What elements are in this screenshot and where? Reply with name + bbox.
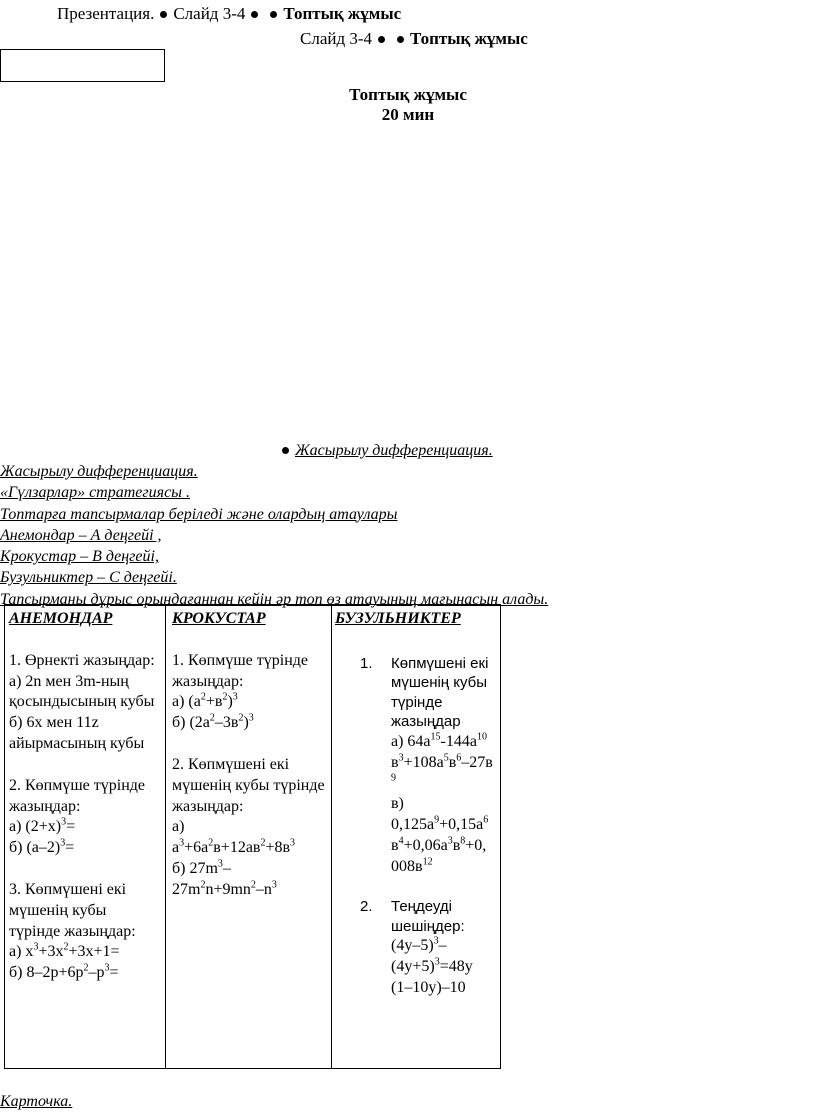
- task-title: 2. Көпмүше түрінде жазыңдар:: [9, 776, 146, 815]
- task-title: Көпмүшені екі мүшенің кубы түрінде жазыңдар: [391, 654, 489, 731]
- task-item: $(4у-5)^3-(4у+5)^3=48у$: [391, 936, 473, 976]
- task-item: а) 2n мен 3m-ның қосындысының кубы: [9, 672, 155, 711]
- task-item: а) $х^3+3х^2+3х+1=$: [9, 942, 120, 961]
- footer-card-label: Карточка.: [0, 1093, 73, 1110]
- header-title: Топтық жұмыс: [283, 4, 402, 23]
- task-item: б) $8-2р+6р^2-р^3=$: [9, 962, 119, 982]
- center-title-line-1: Топтық жұмыс: [349, 85, 467, 104]
- task-item-label: а): [172, 818, 185, 836]
- task-number: 2.: [360, 898, 373, 916]
- bullet-icon: [378, 36, 385, 43]
- slide-placeholder-box: [0, 49, 165, 82]
- task-number: 1.: [360, 654, 373, 672]
- intro-block: [0, 461, 548, 610]
- numbered-task-1: [335, 654, 496, 878]
- header-line-2: [300, 29, 528, 49]
- task-item: (1–10у)–10: [391, 978, 466, 996]
- task-item: $0,125а^9+0,15а^6в^4+0,06а^3в^8+0,008в^{12}$: [391, 814, 489, 875]
- bullet-icon: [270, 11, 277, 18]
- task-item: а) $(2+х)^3=$: [9, 817, 76, 836]
- column-header: АНЕМОНДАР: [9, 610, 113, 627]
- task-title: 1. Өрнекті жазыңдар:: [9, 651, 155, 669]
- intro-line: Бузульниктер – С деңгейі.: [0, 569, 177, 587]
- intro-line: Топтарға тапсырмалар беріледі және олардың атаулары: [0, 505, 398, 523]
- task-item: а) $64а^{15}-144а^{10}в^3+108а^5в^6-27в^9$: [391, 731, 493, 785]
- bullet-icon: [282, 447, 289, 454]
- center-title: [308, 85, 508, 125]
- column-anemones: [5, 605, 166, 1069]
- task-title: Теңдеуді шешіңдер:: [391, 898, 465, 935]
- task-item: б) $27m^3-27m^2n+9mn^2-n^3$: [172, 858, 277, 898]
- numbered-task-2: [335, 897, 496, 998]
- intro-line: Анемондар – А деңгейі ,: [0, 526, 162, 544]
- center-title-line-2: 20 мин: [381, 105, 435, 124]
- task-item: б) 6х мен 11z айырмасының кубы: [9, 714, 145, 752]
- header-prefix: Презентация.: [57, 4, 155, 23]
- intro-line: «Гүлзарлар» стратегиясы .: [0, 484, 191, 502]
- column-crocuses: [166, 605, 332, 1069]
- header-line-1: [57, 4, 401, 24]
- bullet-heading-text: Жасырылу дифференциация.: [295, 442, 493, 459]
- header-slide: Слайд 3-4: [173, 4, 246, 23]
- task-item: б) $(2а^2-3в^2)^3$: [172, 712, 254, 732]
- bullet-icon: [251, 11, 258, 18]
- task-table: [4, 604, 501, 1069]
- bullet-icon: [160, 11, 167, 18]
- column-header: КРОКУСТАР: [172, 610, 266, 627]
- task-title: 1. Көпмүше түрінде жазыңдар:: [172, 651, 309, 690]
- intro-line: Жасырылу дифференциация.: [0, 463, 198, 480]
- bullet-icon: [397, 36, 404, 43]
- task-item: а) $(а^2+в^2)^3$: [172, 692, 238, 711]
- intro-line: Крокустар – В деңгейі,: [0, 548, 159, 566]
- header-title: Топтық жұмыс: [410, 29, 528, 48]
- task-item: б) $(а-2)^3=$: [9, 837, 75, 857]
- task-item: $а^3+6а^2в+12ав^2+8в^3$: [172, 837, 296, 857]
- task-title: 2. Көпмүшені екі мүшенің кубы түрінде жазыңдар:: [172, 755, 325, 815]
- column-buzulniks: [332, 605, 501, 1069]
- intro-line: Тапсырманы дұрыс орындағаннан кейін әр топ өз атауының мағынасын алады.: [0, 590, 549, 608]
- bullet-heading: [282, 440, 493, 461]
- column-header: БУЗУЛЬНИКТЕР: [335, 610, 461, 627]
- task-title: 3. Көпмүшені екі мүшенің кубы түрінде жазыңдар:: [9, 880, 136, 940]
- header-slide: Слайд 3-4: [300, 29, 373, 48]
- task-item-label: в): [391, 795, 404, 813]
